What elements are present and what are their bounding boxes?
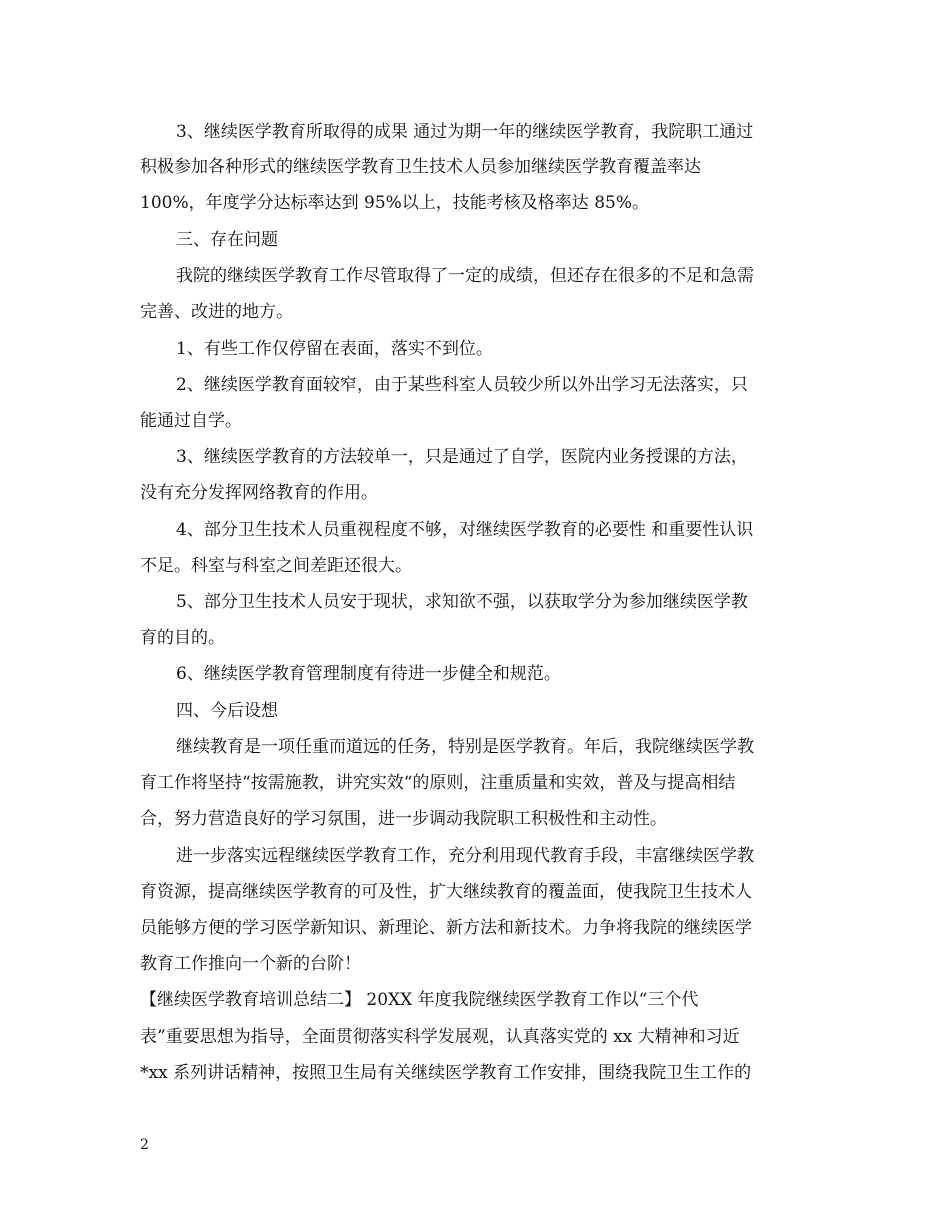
section-heading: 三、存在问题 <box>176 230 278 250</box>
text-line: 能通过自学。 <box>140 411 242 431</box>
text-line: 继续教育是一项任重而道远的任务，特别是医学教育。年后，我院继续医学教 <box>176 737 754 757</box>
text-line: 表”重要思想为指导，全面贯彻落实科学发展观，认真落实党的 xx 大精神和习近 <box>140 1027 740 1047</box>
text-line: 完善、改进的地方。 <box>140 302 293 322</box>
text-line: 2、继续医学教育面较窄，由于某些科室人员较少所以外出学习无法落实，只 <box>176 375 748 395</box>
text-line: 3、继续医学教育所取得的成果 通过为期一年的继续医学教育，我院职工通过 <box>176 122 754 142</box>
text-line: 1、有些工作仅停留在表面，落实不到位。 <box>176 339 493 359</box>
text-line: 教育工作推向一个新的台阶！ <box>140 954 361 974</box>
text-line: *xx 系列讲话精神，按照卫生局有关继续医学教育工作安排，围绕我院卫生工作的 <box>140 1063 752 1083</box>
text-line: 100%，年度学分达标率达到 95%以上，技能考核及格率达 85%。 <box>140 193 649 213</box>
text-line: 【继续医学教育培训总结二】 20XX 年度我院继续医学教育工作以“三个代 <box>140 990 699 1010</box>
text-line: 4、部分卫生技术人员重视程度不够，对继续医学教育的必要性 和重要性认识 <box>176 520 754 540</box>
text-line: 我院的继续医学教育工作尽管取得了一定的成绩，但还存在很多的不足和急需 <box>176 266 754 286</box>
section-heading: 四、今后设想 <box>176 701 278 721</box>
text-line: 育工作将坚持“按需施教，讲究实效“的原则，注重质量和实效，普及与提高相结 <box>140 773 736 793</box>
text-line: 积极参加各种形式的继续医学教育卫生技术人员参加继续医学教育覆盖率达 <box>140 157 701 177</box>
text-line: 不足。科室与科室之间差距还很大。 <box>140 556 412 576</box>
text-line: 育资源，提高继续医学教育的可及性，扩大继续教育的覆盖面，使我院卫生技术人 <box>140 882 752 902</box>
text-line: 3、继续医学教育的方法较单一，只是通过了自学，医院内业务授课的方法， <box>176 447 748 467</box>
text-line: 6、继续医学教育管理制度有待进一步健全和规范。 <box>176 664 561 684</box>
text-line: 进一步落实远程继续医学教育工作，充分利用现代教育手段，丰富继续医学教 <box>176 846 754 866</box>
text-line: 5、部分卫生技术人员安于现状，求知欲不强，以获取学分为参加继续医学教 <box>176 592 748 612</box>
text-line: 育的目的。 <box>140 628 225 648</box>
text-line: 员能够方便的学习医学新知识、新理论、新方法和新技术。力争将我院的继续医学 <box>140 918 752 938</box>
text-line: 没有充分发挥网络教育的作用。 <box>140 483 378 503</box>
text-line: 合，努力营造良好的学习氛围，进一步调动我院职工积极性和主动性。 <box>140 809 667 829</box>
page-number: 2 <box>140 1137 149 1153</box>
